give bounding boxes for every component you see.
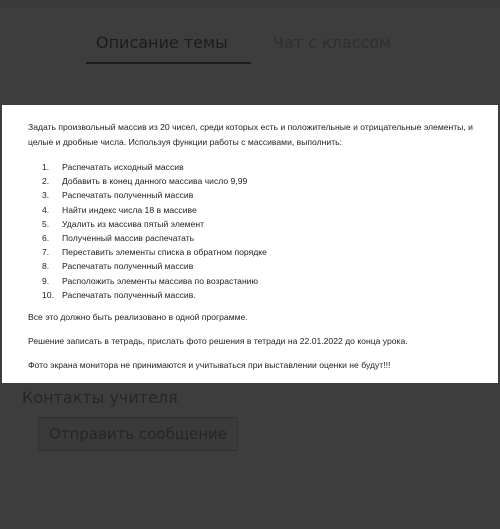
assignment-popup xyxy=(2,105,498,383)
teacher-contacts-heading: Контакты учителя xyxy=(22,388,178,407)
send-message-button[interactable]: Отправить сообщение xyxy=(38,417,238,451)
task-text: Распечатать полученный массив. xyxy=(62,289,196,300)
task-number: 10. xyxy=(42,289,54,300)
task-text: Полученный массив распечатать xyxy=(62,233,195,244)
list-item xyxy=(28,288,476,302)
tab-topic-description[interactable]: Описание темы xyxy=(96,33,228,52)
task-number: 1. xyxy=(42,162,50,172)
task-number: 6. xyxy=(42,233,50,244)
task-text: Найти индекс числа 18 в массиве xyxy=(62,204,197,215)
list-item xyxy=(28,231,476,245)
list-item xyxy=(28,188,476,202)
top-strip xyxy=(0,0,500,8)
list-item xyxy=(28,217,476,231)
active-tab-underline xyxy=(86,62,251,64)
task-number: 7. xyxy=(42,247,50,258)
task-number: 2. xyxy=(42,176,50,187)
screen-photo-warning: Фото экрана монитора не принимаются и учитываться при выставлении оценки не будут!!! xyxy=(28,360,391,371)
task-text: Расположить элементы массива по возрастанию xyxy=(62,275,258,286)
list-item xyxy=(28,274,476,288)
list-item xyxy=(28,245,476,259)
list-item xyxy=(28,160,476,174)
tab-class-chat[interactable]: Чат с классом xyxy=(273,33,392,52)
task-number: 3. xyxy=(42,190,50,201)
task-text: Распечатать полученный массив xyxy=(62,261,194,272)
task-text: Распечатать полученный массив xyxy=(62,190,194,201)
list-item xyxy=(28,203,476,217)
task-text: Удалить из массива пятый элемент xyxy=(62,218,205,229)
task-number: 5. xyxy=(42,218,50,229)
list-item xyxy=(28,174,476,188)
single-program-note: Все это должно быть реализовано в одной программе. xyxy=(28,312,248,323)
task-list xyxy=(28,160,476,302)
task-number: 8. xyxy=(42,261,50,272)
assignment-intro: Задать произвольный массив из 20 чисел, среди которых есть и положительные и отрицательные элементы, и целые и дробные числа. Используя функции работы с массивами, выполнить: xyxy=(28,122,473,147)
task-text: Переставить элементы списка в обратном порядке xyxy=(62,247,267,258)
submission-note: Решение записать в тетрадь, прислать фото решения в тетради на 22.01.2022 до конца урока. xyxy=(28,336,408,347)
list-item xyxy=(28,259,476,273)
task-text: Добавить в конец данного массива число 9,99 xyxy=(62,176,248,187)
task-text: Распечатать исходный массив xyxy=(62,162,184,172)
task-number: 9. xyxy=(42,275,50,286)
top-strip-cut-off-text xyxy=(30,0,460,8)
task-number: 4. xyxy=(42,204,50,215)
